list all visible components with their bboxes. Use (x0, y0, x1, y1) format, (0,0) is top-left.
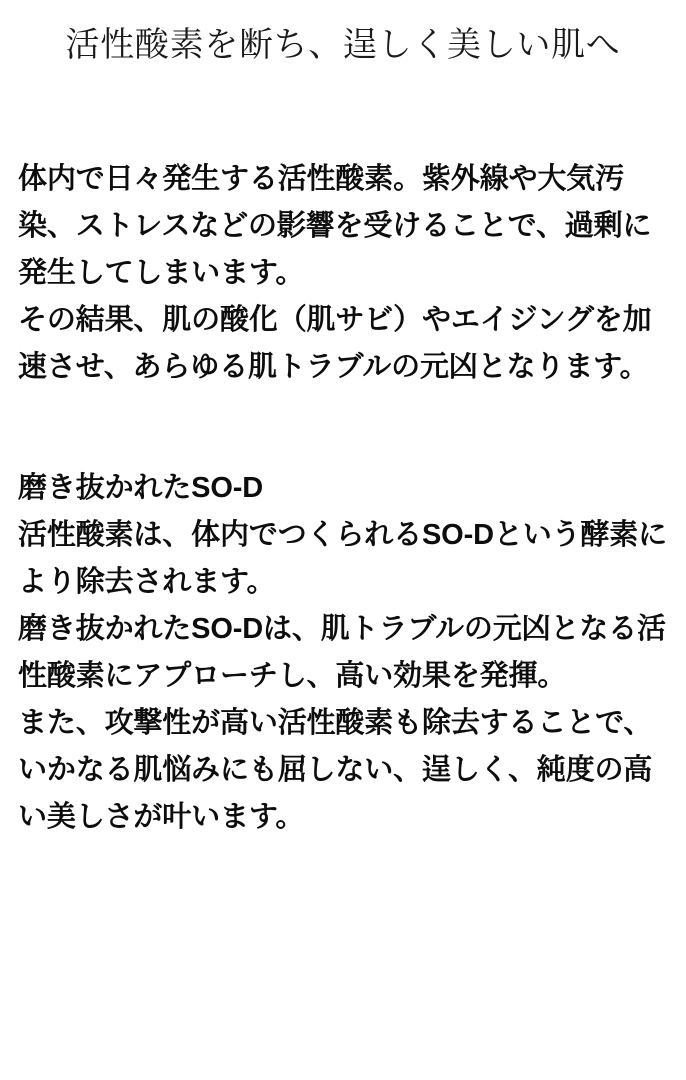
paragraph: 活性酸素は、体内でつくられるSO-Dという酵素により除去されます。 (18, 518, 668, 598)
paragraph: 体内で日々発生する活性酸素。紫外線や大気汚染、ストレスなどの影響を受けることで、過剰に発生してしまいます。 (18, 163, 652, 290)
section-subheading: 磨き抜かれたSO-D (18, 471, 264, 504)
paragraph: また、攻撃性が高い活性酸素も除去することで、いかなる肌悩みにも屈しない、逞しく、純度の高い美しさが叶います。 (18, 706, 653, 833)
paragraph: その結果、肌の酸化（肌サビ）やエイジングを加速させ、あらゆる肌トラブルの元凶となります。 (18, 304, 652, 383)
page-headline: 活性酸素を断ち、逞しく美しい肌へ (65, 27, 621, 64)
body-section-sod (0, 465, 686, 841)
body-section-oxidation (0, 156, 686, 391)
paragraph: 磨き抜かれたSO-Dは、肌トラブルの元凶となる活性酸素にアプローチし、高い効果を発揮。 (18, 612, 666, 692)
